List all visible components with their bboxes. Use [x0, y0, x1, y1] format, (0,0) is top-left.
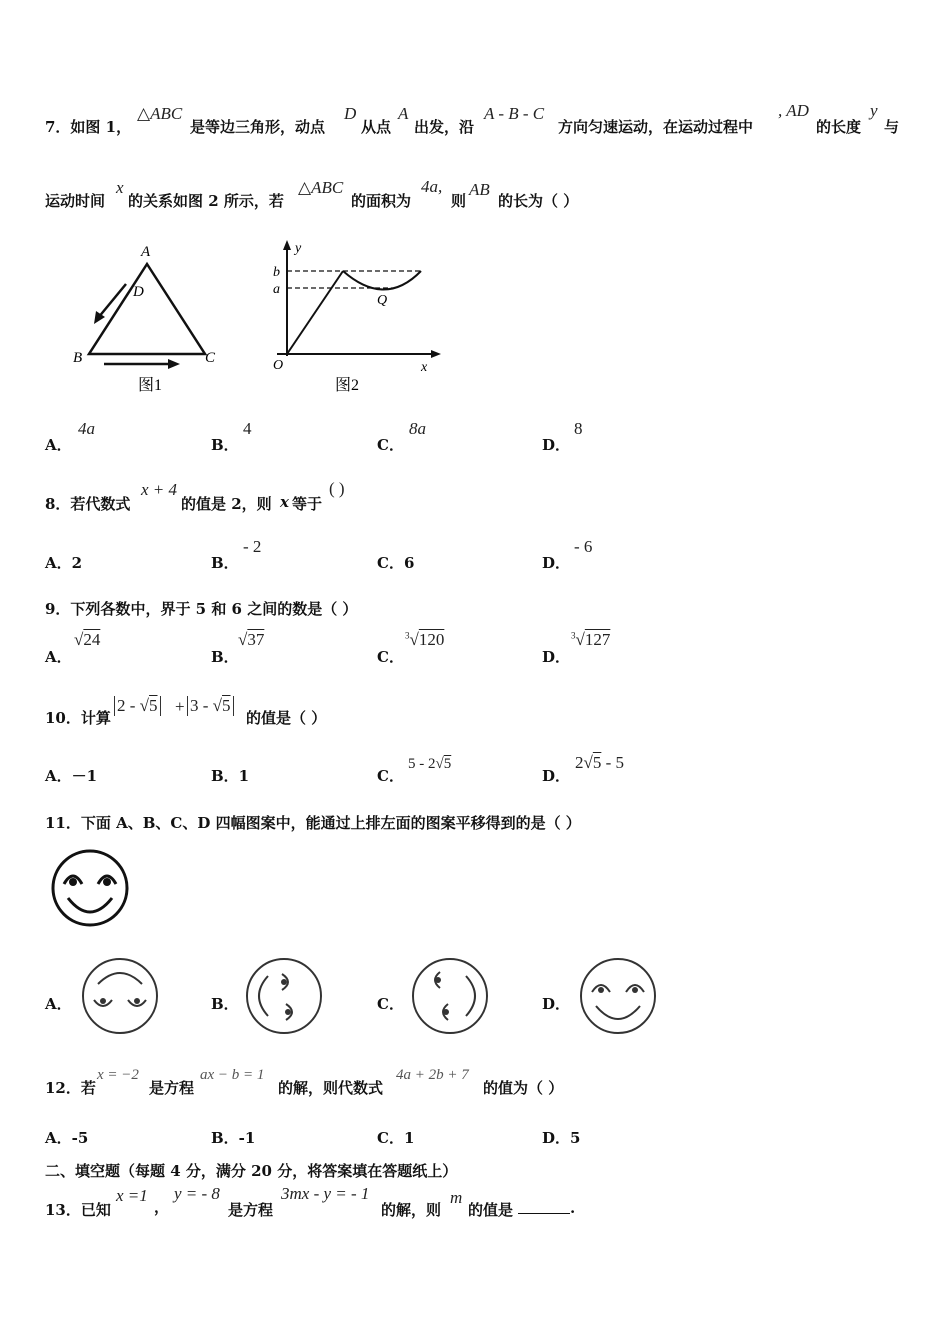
- q10-number: 10．计算: [45, 709, 111, 727]
- q12-expr: 4a + 2b + 7: [396, 1067, 469, 1083]
- q8-text: 的值是 2，则: [181, 495, 272, 513]
- q7-segment-ab: AB: [469, 180, 490, 199]
- q10-option-b: B．1: [211, 767, 250, 785]
- q8-option-c: C．6: [377, 554, 415, 572]
- q7-point-d: D: [344, 104, 357, 123]
- q10-abs-2: 3 - √5: [187, 696, 234, 716]
- fig1-label-a: A: [141, 244, 151, 260]
- x-arrow-icon: [431, 350, 441, 358]
- q11-option-b-image: [242, 954, 326, 1038]
- q13-answer-blank[interactable]: [518, 1199, 570, 1214]
- q8-option-a: A．2: [45, 554, 83, 572]
- fig1-caption: 图1: [138, 377, 163, 394]
- q8-option-d-value: - 6: [574, 537, 593, 556]
- pre: 5 - 2: [408, 756, 436, 772]
- q11-option-c-image: [408, 954, 492, 1038]
- fig1-label-b: B: [73, 350, 83, 366]
- q7-option-c-label: C．: [377, 436, 404, 454]
- q7-option-c-value: 8a: [409, 419, 426, 438]
- q13-equation: 3mx - y = - 1: [281, 1184, 370, 1203]
- q12-text: 的值为（ ）: [483, 1079, 564, 1097]
- q12-text: 的解，则代数式: [278, 1079, 384, 1097]
- q13-text: 是方程: [228, 1201, 274, 1219]
- q13-eq-x: x =1: [116, 1186, 148, 1205]
- smiley-reference-image: [48, 846, 132, 930]
- q10-option-a: A．－1: [45, 767, 98, 785]
- q7-text: 运动时间: [45, 192, 106, 210]
- q11-option-b-label: B．: [211, 995, 239, 1013]
- q8-option-d-label: D．: [542, 554, 571, 572]
- q9-stem: 9．下列各数中，界于 5 和 6 之间的数是（ ）: [45, 600, 358, 618]
- q10-option-d-value: 2√5 - 5: [575, 753, 625, 772]
- q9-option-a-label: A．: [45, 648, 72, 666]
- q13-text: 的解，则: [381, 1201, 442, 1219]
- fig2-label-b: b: [273, 265, 280, 280]
- q7-figure-1: [62, 238, 232, 398]
- q7-path: A - B - C: [484, 104, 545, 123]
- q7-triangle-abc: △ABC: [298, 178, 344, 197]
- q7-point-a: A: [398, 104, 409, 123]
- q11-option-d-label: D．: [542, 995, 571, 1013]
- q7-text: 则: [451, 192, 467, 210]
- q10-abs-2-radicand: 5: [222, 696, 231, 715]
- q12-eq-1: x = −2: [97, 1067, 139, 1083]
- q9-option-d-label: D．: [542, 648, 571, 666]
- q11-option-c-label: C．: [377, 995, 404, 1013]
- radicand: 127: [584, 630, 611, 649]
- q13-text: 的值是: [468, 1201, 514, 1219]
- q13-number: 13．已知: [45, 1201, 111, 1219]
- section-2-heading: 二、填空题（每题 4 分，满分 20 分，将答案填在答题纸上）: [45, 1162, 458, 1180]
- q10-text: 的值是（ ）: [246, 709, 327, 727]
- fig2-label-y: y: [295, 241, 302, 256]
- fig1-label-c: C: [205, 350, 216, 366]
- radicand: 120: [418, 630, 445, 649]
- fig2-label-x: x: [421, 360, 428, 375]
- q13-var-m: m: [450, 1188, 463, 1207]
- q12-option-b: B．-1: [211, 1129, 256, 1147]
- q8-paren: ( ): [329, 479, 345, 498]
- post: - 5: [605, 753, 625, 772]
- q9-option-c-value: $^3$√120: [405, 630, 445, 649]
- q9-option-b-value: √37: [238, 630, 265, 649]
- q7-text: 是等边三角形，动点: [190, 118, 326, 136]
- q10-option-c-value: 5 - 2√5: [408, 756, 452, 772]
- fig2-label-q: Q: [377, 293, 388, 308]
- radicand: 37: [247, 630, 265, 649]
- face-outline: [53, 851, 127, 925]
- q7-text: 从点: [361, 118, 392, 136]
- q7-text: 的长度: [816, 118, 862, 136]
- q7-area: 4a,: [421, 177, 443, 196]
- q7-text: 出发，沿: [414, 118, 475, 136]
- q7-var-x: x: [116, 178, 124, 197]
- graph-rising-segment: [287, 271, 343, 354]
- q7-figure-2: [265, 236, 450, 396]
- pre: 2: [575, 753, 584, 772]
- q7-text: 的关系如图 2 所示，若: [128, 192, 284, 210]
- q13-comma: ，: [154, 1198, 170, 1216]
- q7-option-d-value: 8: [574, 419, 583, 438]
- fig2-label-a: a: [273, 282, 280, 297]
- q7-option-a-value: 4a: [78, 419, 95, 438]
- q12-option-c: C．1: [377, 1129, 415, 1147]
- q7-option-a-label: A．: [45, 436, 72, 454]
- q8-expression: x + 4: [141, 480, 178, 499]
- radicand: 5: [443, 756, 452, 772]
- q11-option-d-image: [576, 954, 660, 1038]
- q12-number: 12．若: [45, 1079, 96, 1097]
- fig2-caption: 图2: [335, 377, 360, 394]
- q7-option-b-value: 4: [243, 419, 252, 438]
- q9-option-d-value: $^3$√127: [571, 630, 611, 649]
- q8-text: 等于: [292, 495, 323, 513]
- q7-text: 的面积为: [351, 192, 412, 210]
- q8-number: 8．若代数式: [45, 495, 131, 513]
- q7-segment-ad: , AD: [778, 101, 809, 120]
- q7-number: 7．如图 1，: [45, 118, 132, 136]
- q11-stem: 11．下面 A、B、C、D 四幅图案中，能通过上排左面的图案平移得到的是（ ）: [45, 814, 581, 832]
- q11-option-a-label: A．: [45, 995, 72, 1013]
- q10-abs-1-expr: 2 -: [117, 696, 136, 715]
- smile-mouth: [68, 898, 112, 912]
- q9-option-c-label: C．: [377, 648, 404, 666]
- y-arrow-icon: [283, 240, 291, 250]
- fig1-label-d: D: [133, 284, 144, 300]
- q9-option-b-label: B．: [211, 648, 239, 666]
- q13-period: .: [570, 1199, 576, 1217]
- q10-abs-1: 2 - √5: [114, 696, 161, 716]
- q13-eq-y: y = - 8: [174, 1184, 220, 1203]
- q12-option-d: D．5: [542, 1129, 581, 1147]
- root-index: 3: [405, 630, 410, 641]
- root-index: 3: [571, 630, 576, 641]
- graph-curve: [343, 271, 421, 290]
- q7-option-d-label: D．: [542, 436, 571, 454]
- q8-option-b-value: - 2: [243, 537, 262, 556]
- radicand: 5: [592, 753, 602, 772]
- q10-option-c-label: C．: [377, 767, 404, 785]
- q7-var-y: y: [870, 101, 878, 120]
- q7-text: 与: [884, 118, 900, 136]
- q7-option-b-label: B．: [211, 436, 239, 454]
- q10-plus: +: [175, 697, 185, 716]
- q12-option-a: A．-5: [45, 1129, 89, 1147]
- q10-abs-2-expr: 3 -: [190, 696, 209, 715]
- q12-text: 是方程: [149, 1079, 195, 1097]
- q10-abs-1-radicand: 5: [149, 696, 158, 715]
- arrow-head-icon: [168, 359, 180, 369]
- q10-option-d-label: D．: [542, 767, 571, 785]
- q11-option-a-image: [78, 954, 162, 1038]
- q7-text: 的长为（ ）: [498, 192, 579, 210]
- radicand: 24: [83, 630, 101, 649]
- fig2-label-o: O: [273, 358, 284, 373]
- q8-option-b-label: B．: [211, 554, 239, 572]
- q12-eq-2: ax − b = 1: [200, 1067, 265, 1083]
- q8-var-x: x: [280, 493, 289, 511]
- q7-triangle-abc: △ABC: [137, 104, 183, 123]
- q9-option-a-value: √24: [74, 630, 101, 649]
- q7-text: 方向匀速运动，在运动过程中: [558, 118, 754, 136]
